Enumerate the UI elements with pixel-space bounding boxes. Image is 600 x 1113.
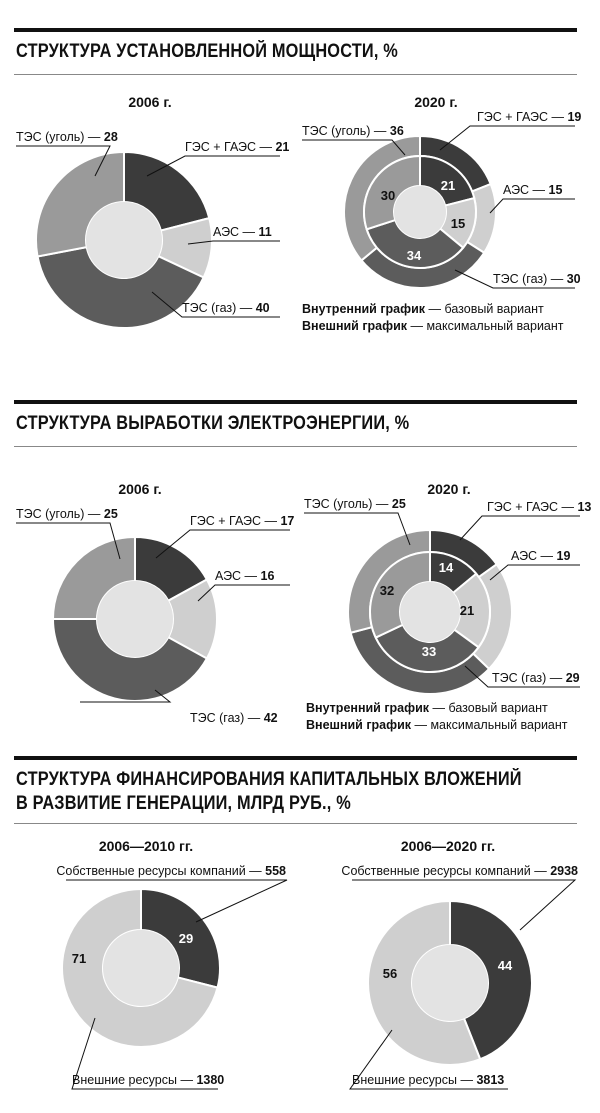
capacity-2020-inner-value-2: 34: [406, 248, 422, 263]
generation-2020-legend-inner: Внутренний график — базовый вариант: [306, 701, 548, 715]
capacity-2006-label-0: ГЭС + ГАЭС — 21: [185, 140, 290, 154]
capacity-2020-legend-inner: Внутренний график — базовый вариант: [302, 302, 544, 316]
generation-2006-label-0: ГЭС + ГАЭС — 17: [190, 514, 295, 528]
financing-2006-2020-value-0: 44: [497, 958, 513, 973]
capacity-2020-label-1: АЭС — 15: [503, 183, 563, 197]
financing-2006-2010-label-1: Внешние ресурсы — 1380: [72, 1073, 225, 1087]
capacity-2006-hole: [86, 202, 162, 278]
section-1-title: СТРУКТУРА УСТАНОВЛЕННОЙ МОЩНОСТИ, %: [16, 41, 398, 62]
financing-2006-2010-value-0: 29: [178, 931, 194, 946]
capacity-2020-inner-value-0: 21: [440, 178, 456, 193]
generation-2020-inner-value-3: 32: [379, 583, 395, 598]
financing-2006-2020-title: 2006—2020 гг.: [400, 838, 496, 854]
financing-2006-2020-label-1: Внешние ресурсы — 3813: [352, 1073, 505, 1087]
generation-2020-title: 2020 г.: [427, 481, 471, 497]
generation-2020-label-2: ТЭС (газ) — 29: [492, 671, 580, 685]
financing-2006-2010-hole: [103, 930, 179, 1006]
generation-2006-title: 2006 г.: [118, 481, 162, 497]
capacity-2006-label-3: ТЭС (уголь) — 28: [16, 130, 118, 144]
financing-2006-2020-label-0: Собственные ресурсы компаний — 2938: [341, 864, 578, 878]
financing-2006-2020-value-1: 56: [382, 966, 398, 981]
section-2-title: СТРУКТУРА ВЫРАБОТКИ ЭЛЕКТРОЭНЕРГИИ, %: [16, 413, 410, 434]
capacity-2020-hole: [394, 186, 446, 238]
capacity-2020-label-0: ГЭС + ГАЭС — 19: [477, 110, 582, 124]
generation-2006-hole: [97, 581, 173, 657]
capacity-2020-legend-outer: Внешний график — максимальный вариант: [302, 319, 564, 333]
generation-2006-label-2: ТЭС (газ) — 42: [190, 711, 278, 725]
capacity-2006-title: 2006 г.: [128, 94, 172, 110]
generation-2020-label-0: ГЭС + ГАЭС — 13: [487, 500, 592, 514]
generation-2020-label-1: АЭС — 19: [511, 549, 571, 563]
generation-2020-leader-0: [460, 516, 580, 540]
generation-2020-label-3: ТЭС (уголь) — 25: [304, 497, 406, 511]
capacity-2020-inner-value-3: 30: [380, 188, 396, 203]
generation-2006-label-3: ТЭС (уголь) — 25: [16, 507, 118, 521]
section-3-title-line2: В РАЗВИТИЕ ГЕНЕРАЦИИ, МЛРД РУБ., %: [16, 793, 351, 814]
capacity-2020-title: 2020 г.: [414, 94, 458, 110]
capacity-2006-label-2: ТЭС (газ) — 40: [182, 301, 270, 315]
generation-2020-hole: [400, 582, 460, 642]
capacity-2020-label-3: ТЭС (уголь) — 36: [302, 124, 404, 138]
financing-2006-2020-hole: [412, 945, 488, 1021]
capacity-2020-label-2: ТЭС (газ) — 30: [493, 272, 581, 286]
capacity-2020-leader-1: [490, 199, 575, 213]
generation-2020-inner-value-0: 14: [438, 560, 454, 575]
section-3-title-line1: СТРУКТУРА ФИНАНСИРОВАНИЯ КАПИТАЛЬНЫХ ВЛОЖЕНИЙ: [16, 769, 522, 790]
financing-2006-2010-label-0: Собственные ресурсы компаний — 558: [56, 864, 286, 878]
capacity-2020-inner-value-1: 15: [450, 216, 466, 231]
financing-2006-2010-title: 2006—2010 гг.: [98, 838, 194, 854]
financing-2006-2010-value-1: 71: [71, 951, 87, 966]
generation-2006-label-1: АЭС — 16: [215, 569, 275, 583]
generation-2020-inner-value-1: 21: [459, 603, 475, 618]
capacity-2006-label-1: АЭС — 11: [213, 225, 272, 239]
generation-2020-legend-outer: Внешний график — максимальный вариант: [306, 718, 568, 732]
generation-2020-inner-value-2: 33: [421, 644, 437, 659]
